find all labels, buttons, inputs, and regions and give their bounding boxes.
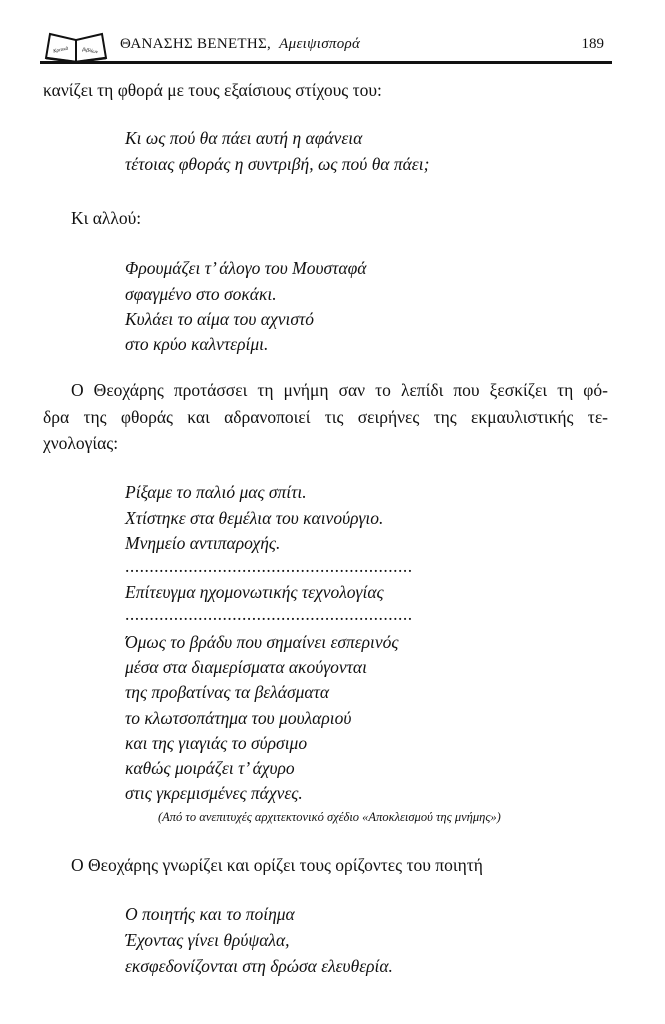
- paragraph-line: δρα της φθοράς και αδρανοποιεί τις σειρήνες της εκμαυλιστικής τε-: [43, 407, 608, 427]
- header-rule: [40, 61, 612, 64]
- poem2-line: Φρουμάζει τ’ άλογο του Μουσταφά: [125, 258, 367, 278]
- poem3-line: της προβατίνας τα βελάσματα: [125, 682, 330, 702]
- and-elsewhere: Κι αλλού:: [71, 208, 142, 228]
- open-book-logo-icon: [42, 28, 112, 64]
- poem3-line: Επίτευγμα ηχομονωτικής τεχνολογίας: [125, 582, 384, 602]
- poem3-line: το κλωτσοπάτημα του μουλαριού: [125, 708, 352, 728]
- poem3-line: και της γιαγιάς το σύρσιμο: [125, 733, 308, 753]
- poem3-line: μέσα στα διαμερίσματα ακούγονται: [125, 657, 367, 677]
- poem3-line: καθώς μοιράζει τ’ άχυρο: [125, 758, 295, 778]
- running-header: [40, 28, 612, 68]
- logo-text-right: βιβλίων: [81, 47, 99, 56]
- ellipsis-divider: ...........................................................: [125, 604, 413, 624]
- poem2-line: Κυλάει το αίμα του αχνιστό: [125, 309, 314, 329]
- work-title: Αμειψισπορά: [279, 36, 361, 52]
- poem-source-caption: (Από το ανεπιτυχές αρχιτεκτονικό σχέδιο «Αποκλεισμού της μνήμης»): [158, 810, 501, 824]
- author-name: ΘΑΝΑΣΗΣ ΒΕΝΕΤΗΣ,: [120, 36, 272, 52]
- poem4-line: Έχοντας γίνει θρύψαλα,: [125, 930, 290, 950]
- poem4-line: Ο ποιητής και το ποίημα: [125, 904, 295, 924]
- page-number: 189: [581, 36, 604, 52]
- poem3-line: Μνημείο αντιπαροχής.: [125, 533, 281, 553]
- poem1-line: Κι ως πού θα πάει αυτή η αφάνεια: [125, 128, 363, 148]
- logo-text-left: Κριτικά: [52, 46, 69, 55]
- paragraph-line: χνολογίας:: [43, 433, 119, 453]
- poem3-line: Όμως το βράδυ που σημαίνει εσπερινός: [125, 632, 399, 652]
- poem2-line: στο κρύο καλντερίμι.: [125, 334, 269, 354]
- ellipsis-divider: ...........................................................: [125, 556, 413, 576]
- poem1-line: τέτοιας φθοράς η συντριβή, ως πού θα πάει;: [125, 154, 430, 174]
- poem3-line: Χτίστηκε στα θεμέλια του καινούργιο.: [125, 508, 384, 528]
- poem3-line: Ρίξαμε το παλιό μας σπίτι.: [125, 482, 307, 502]
- poem4-line: εκσφεδονίζονται στη δρώσα ελευθερία.: [125, 956, 393, 976]
- running-head-title: [120, 36, 360, 53]
- intro-line: κανίζει τη φθορά με τους εξαίσιους στίχους του:: [43, 80, 382, 100]
- poem2-line: σφαγμένο στο σοκάκι.: [125, 284, 277, 304]
- paragraph-line: Ο Θεοχάρης προτάσσει τη μνήμη σαν το λεπίδι που ξεσκίζει τη φό-: [71, 380, 608, 400]
- poem3-line: στις γκρεμισμένες πάχνες.: [125, 783, 303, 803]
- paragraph-line: Ο Θεοχάρης γνωρίζει και ορίζει τους ορίζοντες του ποιητή: [71, 855, 483, 875]
